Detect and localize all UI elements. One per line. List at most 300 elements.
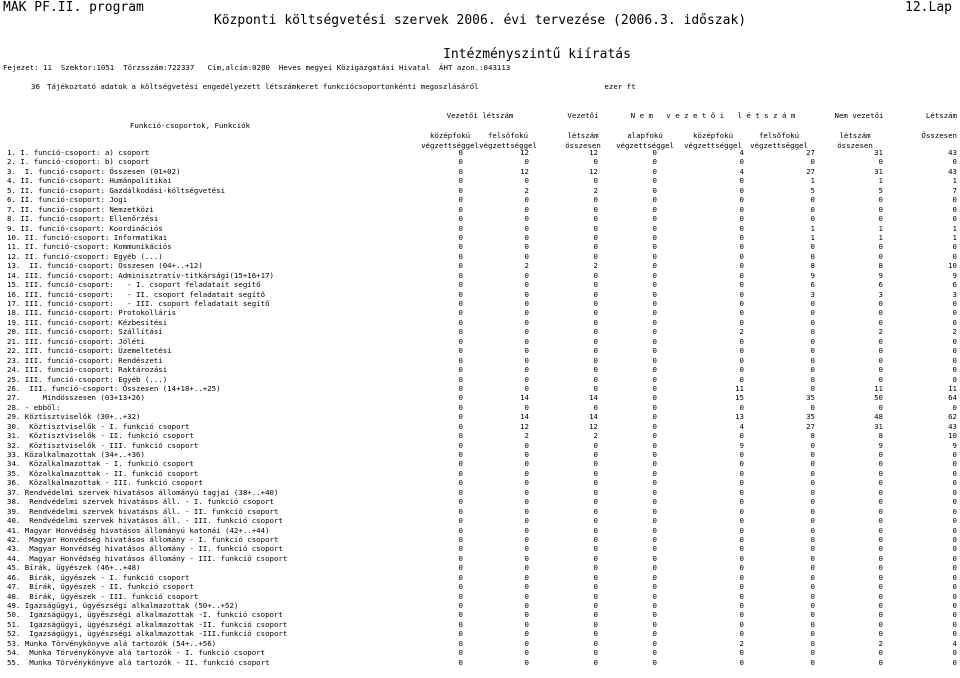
cell-value: 0	[878, 553, 883, 563]
table-row	[0, 375, 960, 384]
cell-value: 0	[593, 223, 598, 233]
cell-value: 2	[593, 261, 598, 271]
cell-value: 0	[652, 374, 657, 384]
cell-value: 0	[878, 629, 883, 639]
row-label: 37. Rendvédelmi szervek hivatásos állományú tagjai (38+..+40)	[7, 487, 279, 497]
cell-value: 0	[593, 374, 598, 384]
cell-value: 35	[806, 412, 815, 422]
row-label: 53. Munka Törvénykönyve alá tartozók (54+..+56)	[7, 638, 217, 648]
table-row	[0, 592, 960, 601]
cell-value: 0	[739, 157, 744, 167]
table-row	[0, 431, 960, 440]
cell-value: 0	[952, 299, 957, 308]
table-row	[0, 384, 960, 393]
cell-value: 50	[874, 393, 883, 403]
cell-value: 0	[739, 450, 744, 459]
cell-value: 0	[458, 610, 463, 620]
cell-value: 0	[739, 544, 744, 554]
unit-label: ezer ft	[604, 82, 636, 91]
cell-value: 0	[593, 214, 598, 224]
cell-value: 0	[458, 204, 463, 214]
row-label: 9. II. funció-csoport: Koordinációs	[7, 223, 163, 233]
cell-value: 0	[652, 553, 657, 563]
cell-value: 0	[458, 601, 463, 610]
cell-value: 4	[739, 148, 744, 157]
cell-value: 0	[952, 506, 957, 516]
cell-value: 0	[593, 572, 598, 582]
cell-value: 0	[810, 544, 815, 554]
cell-value: 0	[593, 440, 598, 450]
cell-value: 0	[810, 563, 815, 573]
cell-value: 0	[652, 317, 657, 327]
cell-value: 0	[593, 176, 598, 186]
cell-value: 6	[878, 280, 883, 290]
cell-value: 11	[874, 383, 883, 393]
cell-value: 0	[524, 601, 529, 610]
cell-value: 0	[652, 629, 657, 639]
cell-value: 0	[878, 506, 883, 516]
cell-value: 0	[524, 582, 529, 592]
cell-value: 0	[458, 591, 463, 601]
cell-value: 0	[952, 355, 957, 365]
cell-value: 9	[739, 440, 744, 450]
row-label: 40. Rendvédelmi szervek hivatásos áll. - III. funkció csoport	[7, 516, 283, 526]
cell-value: 0	[878, 610, 883, 620]
table-row	[0, 412, 960, 421]
row-label: 19. III. funció-csoport: Kézbesítési	[7, 317, 168, 327]
cell-value: 0	[593, 610, 598, 620]
cell-value: 0	[652, 610, 657, 620]
cell-value: 2	[878, 327, 883, 337]
cell-value: 0	[524, 629, 529, 639]
cell-value: 0	[458, 525, 463, 535]
cell-value: 0	[878, 157, 883, 167]
cell-value: 0	[652, 563, 657, 573]
cell-value: 0	[593, 487, 598, 497]
table-row	[0, 544, 960, 553]
table-row	[0, 195, 960, 204]
data-table	[0, 148, 960, 667]
cell-value: 0	[810, 204, 815, 214]
cell-value: 11	[948, 383, 957, 393]
cell-value: 12	[589, 148, 598, 157]
cell-value: 0	[810, 648, 815, 658]
cell-value: 0	[593, 355, 598, 365]
table-row	[0, 450, 960, 459]
cell-value: 0	[524, 176, 529, 186]
cell-value: 0	[878, 242, 883, 252]
cell-value: 0	[652, 299, 657, 308]
table-row	[0, 337, 960, 346]
cell-value: 2	[593, 431, 598, 441]
cell-value: 0	[952, 204, 957, 214]
cell-value: 7	[952, 185, 957, 195]
cell-value: 0	[524, 346, 529, 356]
table-row	[0, 648, 960, 657]
cell-value: 12	[520, 166, 529, 176]
table-row	[0, 214, 960, 223]
cell-value: 0	[878, 497, 883, 507]
table-row	[0, 299, 960, 308]
cell-value: 0	[810, 308, 815, 318]
cell-value: 43	[948, 421, 957, 431]
cell-value: 0	[810, 619, 815, 629]
cell-value: 0	[524, 497, 529, 507]
cell-value: 0	[810, 355, 815, 365]
cell-value: 2	[593, 185, 598, 195]
cell-value: 0	[524, 383, 529, 393]
cell-value: 0	[652, 383, 657, 393]
header-h3-col-6: végzettséggel	[750, 141, 808, 150]
row-label: 51. Igazságügyi, ügyészségi alkalmazottak -II. funkció csoport	[7, 619, 288, 629]
cell-value: 0	[458, 148, 463, 157]
cell-value: 0	[524, 355, 529, 365]
cell-value: 0	[878, 601, 883, 610]
row-label: 8. II. funció-csoport: Ellenőrzési	[7, 214, 159, 224]
cell-value: 0	[593, 563, 598, 573]
cell-value: 0	[524, 365, 529, 375]
cell-value: 0	[458, 308, 463, 318]
cell-value: 0	[524, 327, 529, 337]
cell-value: 48	[874, 412, 883, 422]
cell-value: 0	[810, 251, 815, 261]
cell-value: 0	[652, 440, 657, 450]
cell-value: 0	[593, 648, 598, 658]
cell-value: 0	[458, 544, 463, 554]
cell-value: 0	[810, 638, 815, 648]
cell-value: 0	[524, 534, 529, 544]
table-row	[0, 176, 960, 185]
cell-value: 1	[952, 232, 957, 242]
cell-value: 0	[652, 572, 657, 582]
cell-value: 0	[593, 346, 598, 356]
cell-value: 0	[739, 563, 744, 573]
table-row	[0, 516, 960, 525]
row-label: 36. Közalkalmazottak - III. funkció csoport	[7, 478, 203, 488]
header-leader-count: Vezetői létszám	[446, 111, 514, 120]
cell-value: 0	[952, 553, 957, 563]
cell-value: 0	[739, 176, 744, 186]
cell-value: 0	[593, 497, 598, 507]
cell-value: 0	[878, 374, 883, 384]
cell-value: 0	[878, 572, 883, 582]
table-row	[0, 478, 960, 487]
cell-value: 27	[806, 148, 815, 157]
cell-value: 0	[458, 450, 463, 459]
cell-value: 2	[878, 638, 883, 648]
cell-value: 0	[952, 402, 957, 412]
row-label: 39. Rendvédelmi szervek hivatásos áll. - II. funkció csoport	[7, 506, 279, 516]
cell-value: 0	[810, 402, 815, 412]
cell-value: 0	[458, 176, 463, 186]
cell-value: 0	[739, 478, 744, 488]
cell-value: 0	[810, 299, 815, 308]
report-title: Központi költségvetési szervek 2006. évi tervezése (2006.3. időszak)	[213, 13, 747, 28]
row-label: 28. - ebből:	[7, 402, 61, 412]
cell-value: 0	[593, 582, 598, 592]
cell-value: 0	[878, 657, 883, 667]
row-label: 21. III. funció-csoport: Jóléti	[7, 336, 145, 346]
header-h2-col-2: felsőfokú	[487, 131, 529, 140]
cell-value: 0	[952, 497, 957, 507]
table-row	[0, 233, 960, 242]
header-h3-col-7: összesen	[837, 141, 873, 150]
cell-value: 0	[652, 251, 657, 261]
cell-value: 0	[524, 374, 529, 384]
cell-value: 0	[593, 657, 598, 667]
cell-value: 0	[739, 534, 744, 544]
cell-value: 1	[952, 223, 957, 233]
cell-value: 1	[878, 176, 883, 186]
cell-value: 0	[878, 619, 883, 629]
cell-value: 0	[593, 553, 598, 563]
cell-value: 0	[524, 450, 529, 459]
cell-value: 0	[810, 374, 815, 384]
cell-value: 11	[735, 383, 744, 393]
institution-info: Fejezet: 11 Szektor:1051 Törzsszám:722337 Cím,alcím:0200 Heves megyei Közigazgatási Hivatal ÁHT azon.:043113	[3, 63, 511, 72]
cell-value: 0	[593, 289, 598, 299]
cell-value: 0	[739, 317, 744, 327]
table-row	[0, 554, 960, 563]
cell-value: 0	[458, 166, 463, 176]
cell-value: 0	[458, 242, 463, 252]
cell-value: 0	[458, 299, 463, 308]
cell-value: 0	[458, 261, 463, 271]
table-row	[0, 393, 960, 402]
cell-value: 0	[458, 365, 463, 375]
cell-value: 0	[458, 534, 463, 544]
cell-value: 0	[524, 506, 529, 516]
cell-value: 9	[878, 270, 883, 280]
table-row	[0, 157, 960, 166]
table-row	[0, 526, 960, 535]
cell-value: 0	[952, 214, 957, 224]
table-row	[0, 497, 960, 506]
cell-value: 0	[739, 223, 744, 233]
cell-value: 0	[652, 346, 657, 356]
cell-value: 0	[652, 544, 657, 554]
cell-value: 0	[593, 242, 598, 252]
cell-value: 0	[952, 544, 957, 554]
cell-value: 0	[952, 308, 957, 318]
cell-value: 0	[878, 346, 883, 356]
cell-value: 0	[810, 629, 815, 639]
cell-value: 27	[806, 166, 815, 176]
cell-value: 0	[878, 204, 883, 214]
table-row	[0, 639, 960, 648]
cell-value: 0	[593, 308, 598, 318]
row-label: 20. III. funció-csoport: Szállítási	[7, 327, 163, 337]
table-row	[0, 252, 960, 261]
cell-value: 0	[458, 516, 463, 526]
cell-value: 0	[810, 657, 815, 667]
cell-value: 0	[458, 157, 463, 167]
cell-value: 0	[878, 468, 883, 478]
cell-value: 0	[652, 431, 657, 441]
cell-value: 0	[458, 629, 463, 639]
table-row	[0, 280, 960, 289]
cell-value: 0	[652, 421, 657, 431]
table-row	[0, 261, 960, 270]
cell-value: 0	[652, 516, 657, 526]
cell-value: 0	[952, 591, 957, 601]
cell-value: 62	[948, 412, 957, 422]
row-label: 45. Bírák, ügyészek (46+..+48)	[7, 563, 141, 573]
cell-value: 0	[952, 534, 957, 544]
cell-value: 2	[524, 261, 529, 271]
row-label: 43. Magyar Honvédség hivatásos állomány - II. funkció csoport	[7, 544, 283, 554]
cell-value: 0	[952, 629, 957, 639]
cell-value: 0	[810, 317, 815, 327]
cell-value: 12	[520, 148, 529, 157]
cell-value: 0	[652, 638, 657, 648]
cell-value: 0	[593, 204, 598, 214]
cell-value: 0	[458, 638, 463, 648]
cell-value: 0	[652, 619, 657, 629]
row-label: 15. III. funció-csoport: - I. csoport feladatait segítő	[7, 280, 261, 290]
cell-value: 0	[810, 506, 815, 516]
table-row	[0, 167, 960, 176]
cell-value: 0	[810, 440, 815, 450]
row-label: 14. III. funció-csoport: Adminisztratív-titkársági(15+16+17)	[7, 270, 274, 280]
cell-value: 0	[458, 402, 463, 412]
row-label: 44. Magyar Honvédség hivatásos állomány - III. funkció csoport	[7, 553, 288, 563]
table-row	[0, 356, 960, 365]
cell-value: 27	[806, 421, 815, 431]
cell-value: 8	[810, 431, 815, 441]
cell-value: 0	[458, 619, 463, 629]
cell-value: 0	[652, 232, 657, 242]
cell-value: 0	[652, 459, 657, 469]
cell-value: 0	[458, 317, 463, 327]
cell-value: 0	[878, 365, 883, 375]
cell-value: 31	[874, 421, 883, 431]
cell-value: 0	[810, 365, 815, 375]
cell-value: 0	[952, 317, 957, 327]
row-label: 3. I. funció-csoport: Összesen (01+02)	[7, 166, 181, 176]
cell-value: 9	[952, 270, 957, 280]
cell-value: 12	[589, 421, 598, 431]
row-label: 6. II. funció-csoport: Jogi	[7, 195, 128, 205]
cell-value: 0	[593, 516, 598, 526]
cell-value: 0	[458, 572, 463, 582]
cell-value: 0	[952, 242, 957, 252]
cell-value: 0	[652, 506, 657, 516]
row-label: 27. Mindösszesen (03+13+26)	[7, 393, 145, 403]
cell-value: 0	[952, 601, 957, 610]
cell-value: 0	[593, 450, 598, 459]
row-label: 12. II. funció-csoport: Egyéb (...)	[7, 251, 163, 261]
cell-value: 15	[735, 393, 744, 403]
cell-value: 0	[739, 525, 744, 535]
cell-value: 0	[952, 374, 957, 384]
cell-value: 0	[739, 355, 744, 365]
cell-value: 2	[739, 327, 744, 337]
cell-value: 0	[458, 270, 463, 280]
cell-value: 0	[810, 497, 815, 507]
cell-value: 0	[652, 308, 657, 318]
cell-value: 0	[593, 157, 598, 167]
cell-value: 0	[739, 487, 744, 497]
cell-value: 0	[593, 336, 598, 346]
row-label: 35. Közalkalmazottak - II. funkció csoport	[7, 468, 199, 478]
cell-value: 0	[878, 648, 883, 658]
header-headcount: Létszám	[925, 111, 957, 120]
cell-value: 0	[652, 166, 657, 176]
table-row	[0, 441, 960, 450]
cell-value: 0	[952, 346, 957, 356]
row-label: 10. II. funció-csoport: Informatikai	[7, 232, 168, 242]
cell-value: 12	[589, 166, 598, 176]
cell-value: 0	[458, 440, 463, 450]
table-row	[0, 308, 960, 317]
header-h3-col-4: végzettséggel	[616, 141, 674, 150]
cell-value: 3	[952, 289, 957, 299]
cell-value: 0	[952, 450, 957, 459]
cell-value: 0	[593, 525, 598, 535]
cell-value: 0	[524, 648, 529, 658]
cell-value: 0	[524, 544, 529, 554]
row-label: 1. I. funció-csoport: a) csoport	[7, 148, 150, 157]
row-label: 4. II. funció-csoport: Humánpolitikai	[7, 176, 172, 186]
cell-value: 31	[874, 148, 883, 157]
cell-value: 0	[810, 525, 815, 535]
cell-value: 0	[652, 478, 657, 488]
cell-value: 0	[524, 553, 529, 563]
cell-value: 0	[524, 478, 529, 488]
cell-value: 8	[810, 261, 815, 271]
cell-value: 0	[458, 648, 463, 658]
cell-value: 0	[593, 299, 598, 308]
cell-value: 0	[878, 544, 883, 554]
cell-value: 14	[589, 393, 598, 403]
table-row	[0, 327, 960, 336]
cell-value: 0	[593, 534, 598, 544]
cell-value: 0	[878, 355, 883, 365]
cell-value: 0	[810, 336, 815, 346]
cell-value: 0	[810, 572, 815, 582]
cell-value: 0	[739, 572, 744, 582]
cell-value: 0	[878, 251, 883, 261]
cell-value: 0	[593, 638, 598, 648]
header-h3-col-1: végzettséggel	[421, 141, 479, 150]
cell-value: 0	[458, 459, 463, 469]
header-non-leader: Nem vezetői	[834, 111, 884, 120]
cell-value: 0	[458, 657, 463, 667]
cell-value: 6	[952, 280, 957, 290]
table-row	[0, 610, 960, 619]
cell-value: 0	[652, 487, 657, 497]
table-row	[0, 318, 960, 327]
cell-value: 0	[739, 299, 744, 308]
cell-value: 0	[458, 185, 463, 195]
cell-value: 0	[652, 497, 657, 507]
cell-value: 0	[652, 402, 657, 412]
cell-value: 0	[593, 478, 598, 488]
cell-value: 0	[524, 289, 529, 299]
row-label: 33. Közalkalmazottak (34+..+36)	[7, 450, 145, 459]
row-label: 17. III. funció-csoport: - III. csoport feladatait segítő	[7, 299, 270, 308]
cell-value: 0	[524, 157, 529, 167]
cell-value: 0	[878, 299, 883, 308]
cell-value: 0	[652, 195, 657, 205]
cell-value: 0	[739, 336, 744, 346]
table-row	[0, 620, 960, 629]
row-label: 48. Bírák, ügyészek - III. funkció csoport	[7, 591, 199, 601]
cell-value: 0	[593, 591, 598, 601]
row-label: 2. I. funció-csoport: b) csoport	[7, 157, 150, 167]
row-label: 24. III. funció-csoport: Raktározási	[7, 365, 168, 375]
